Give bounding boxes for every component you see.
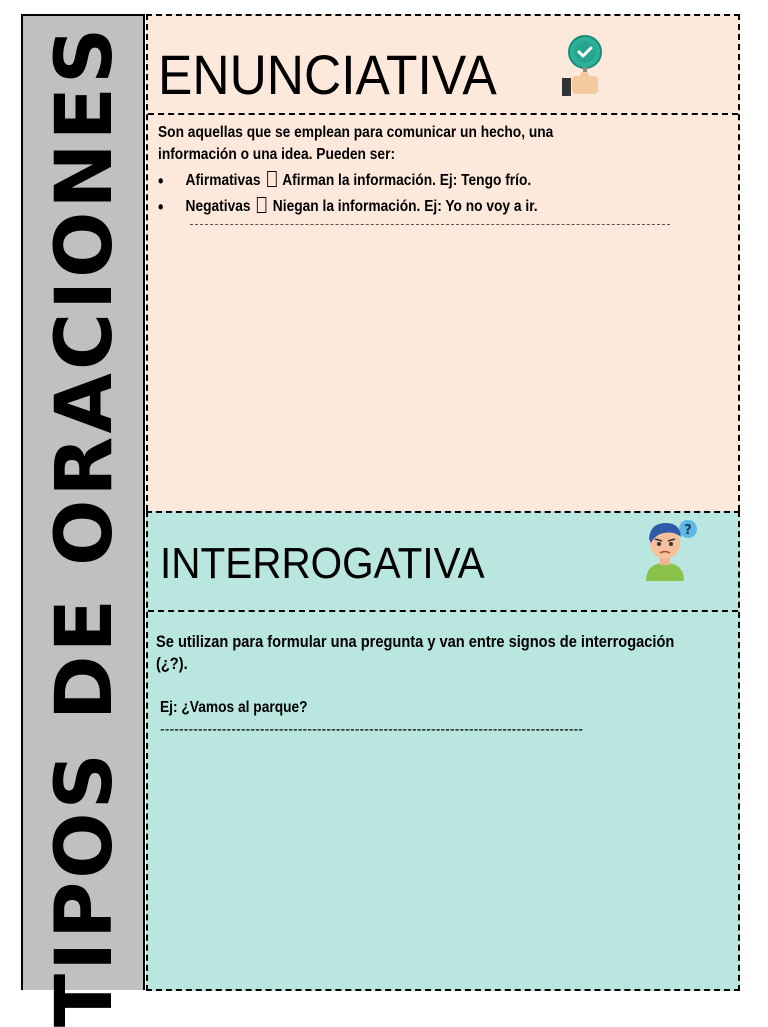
description-line: (¿?). xyxy=(156,654,188,673)
dashed-separator xyxy=(190,224,670,225)
missing-glyph-icon xyxy=(257,197,266,213)
example-line: Ej: ¿Vamos al parque? xyxy=(160,699,308,716)
missing-glyph-icon xyxy=(267,171,276,187)
bullet-text: Afirman la información. Ej: Tengo frío. xyxy=(282,172,532,189)
bullet-term: Negativas xyxy=(185,198,251,215)
section-enunciativa xyxy=(146,14,740,511)
interrogativa-header xyxy=(148,513,738,612)
description-line: Se utilizan para formular una pregunta y van entre signos de interrogación xyxy=(156,632,675,651)
svg-text:?: ? xyxy=(684,523,692,538)
bullet-term: Afirmativas xyxy=(185,172,261,189)
confused-person-icon xyxy=(638,517,700,586)
enunciativa-bullets xyxy=(158,168,599,220)
enunciativa-description xyxy=(158,122,571,166)
bullet-icon: • xyxy=(158,197,164,217)
enunciativa-heading: ENUNCIATIVA xyxy=(158,43,497,106)
interrogativa-heading: INTERROGATIVA xyxy=(160,539,485,588)
bullet-text: Niegan la información. Ej: Yo no voy a ir. xyxy=(272,198,538,215)
description-line: información o una idea. Pueden ser: xyxy=(158,146,396,163)
list-item xyxy=(158,194,538,220)
description-line: Son aquellas que se emplean para comunicar un hecho, una xyxy=(158,124,554,141)
bullet-icon: • xyxy=(158,171,164,191)
section-interrogativa xyxy=(146,511,740,991)
sidebar xyxy=(21,14,145,1027)
interrogativa-description xyxy=(156,631,715,675)
thumb-check-icon xyxy=(558,34,604,105)
enunciativa-header xyxy=(148,16,738,115)
interrogativa-example xyxy=(160,697,583,741)
list-item xyxy=(158,168,538,194)
sidebar-title: TIPOS DE ORACIONES xyxy=(40,24,130,1027)
dashed-separator: ----------------------------------------------------------------------------------------- xyxy=(160,721,584,738)
